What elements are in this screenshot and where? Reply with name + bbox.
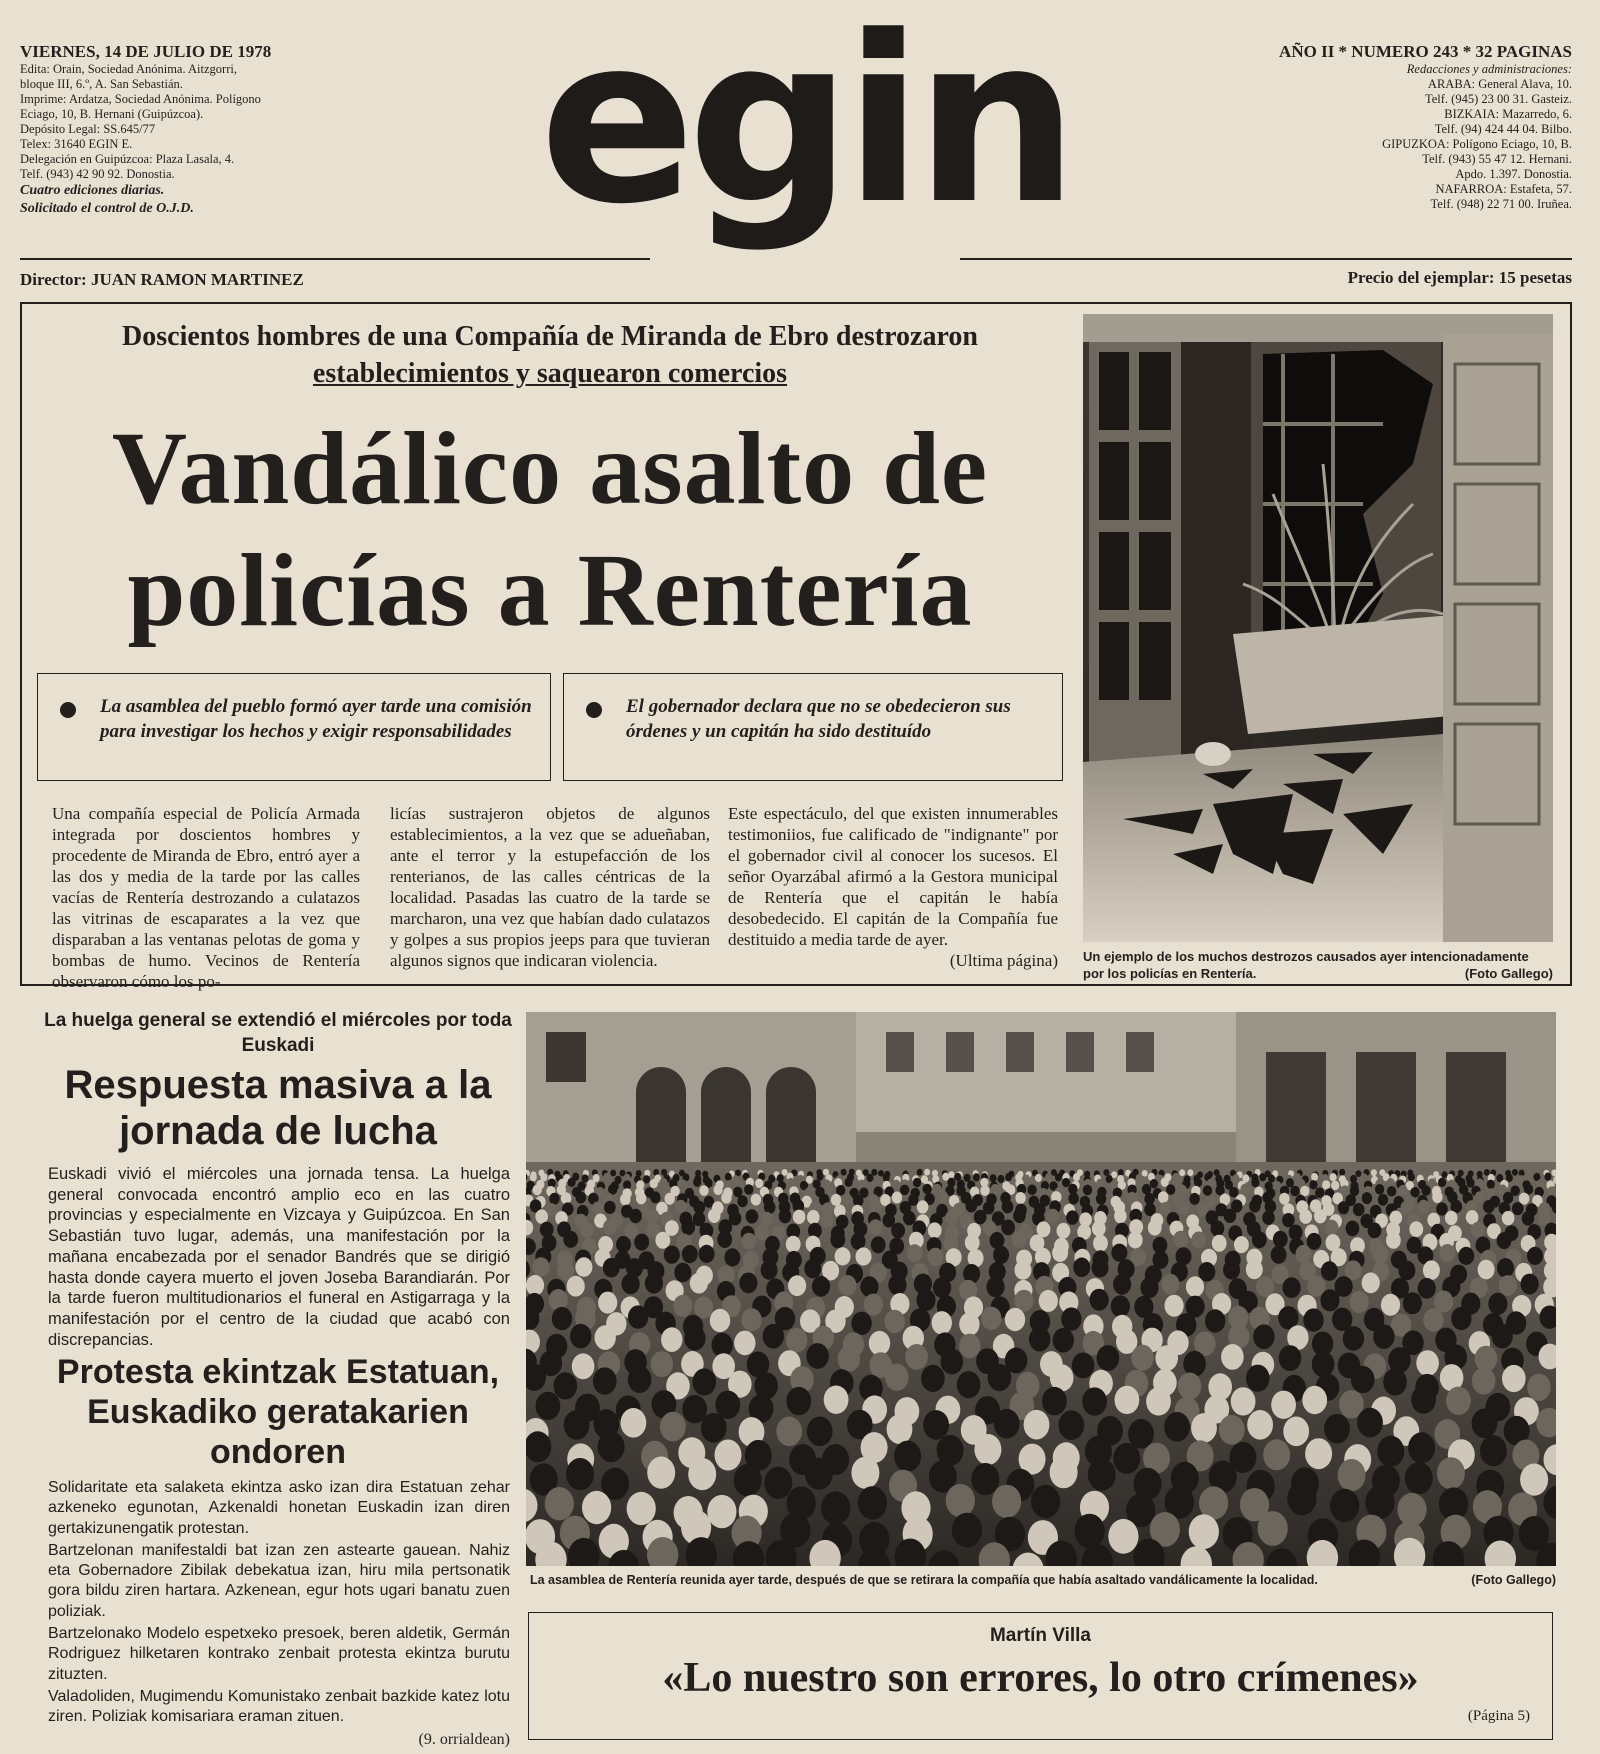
masthead-offices (1172, 42, 1572, 212)
headline-line-1: Vandálico asalto de (111, 411, 989, 526)
kicker-line-1: Doscientos hombres de una Compañía de Miranda de Ebro destrozaron (122, 321, 978, 352)
office-line: Apdo. 1.397. Donostia. (1455, 167, 1572, 181)
masthead-rule-left (20, 258, 650, 260)
quote-headline: «Lo nuestro son errores, lo otro crímenes» (662, 1655, 1419, 1701)
office-line: Telf. (943) 55 47 12. Hernani. (1422, 152, 1572, 166)
quote-speaker: Martín Villa (989, 1625, 1091, 1646)
photo-credit: (Foto Gallego) (1471, 1573, 1556, 1587)
price-line: Precio del ejemplar: 15 pesetas (1347, 268, 1572, 287)
issue-date: VIERNES, 14 DE JULIO DE 1978 (20, 42, 272, 61)
publisher-line: bloque III, 6.º, A. San Sebastián. (20, 77, 183, 91)
masthead-publisher-info (20, 42, 320, 218)
caption-text: Un ejemplo de los muchos destrozos causados ayer intencionadamente por los policías en Rentería. (1083, 949, 1529, 981)
photo-credit: (Foto Gallego) (1464, 966, 1553, 981)
second-story-body: Euskadi vivió el miércoles una jornada tensa. La huelga general convocada encontró amplio eco en las cuatro provincias y especialmente en Vizcaya y Guipúzcoa. En San Sebastián tuvo lugar, además, una manifestación por la mañana encabezada por el senador Bandrés que se dirigió hasta donde cayera muerto el joven Joseba Barandiarán. Por la tarde fueron multitudionarios el funeral en Astigarraga y la manifestación por el centro de la ciudad que acabó con discrepancias. (48, 1165, 510, 1349)
deck-box-2 (563, 673, 1063, 781)
deck-text-1: La asamblea del pueblo formó ayer tarde una comisión para investigar los hechos y exigir responsabilidades (100, 696, 532, 742)
kicker-line-2: establecimientos y saquearon comercios (312, 358, 788, 389)
masthead-rule-right (960, 258, 1572, 260)
ojd-note: Solicitado el control de O.J.D. (20, 201, 194, 216)
legal-deposit: Depósito Legal: SS.645/77 (20, 122, 156, 136)
bullet-icon (60, 702, 76, 718)
photo-caption-1 (1083, 948, 1553, 982)
paragraph: Solidaritate eta salaketa ekintza asko izan dira Estatuan zehar azkeneko egunotan, Azkenaldi honetan Euskadin izan diren gertakizunengatik protestan. (48, 1479, 510, 1537)
top-story-column-1: Una compañía especial de Policía Armada integrada por doscientos hombres y procedente de Miranda de Ebro, entró ayer a las dos y media de la tarde por las calles vacías de Rentería destrozando a culatazos las vitrinas de escaparates a la vez que disparaban a las ventanas pelotas de goma y bombas de humo. Vecinos de Rentería observaron cómo los po- (52, 804, 360, 991)
second-story-kicker: La huelga general se extendió el miércoles por toda Euskadi (44, 1010, 512, 1056)
telex: Telex: 31640 EGIN E. (20, 137, 133, 151)
office-line: BIZKAIA: Mazarredo, 6. (1444, 107, 1572, 121)
paragraph: Valadoliden, Mugimendu Komunistako zenbait bazkide katez lotu ziren. Poliziak komisariara eraman zituen. (48, 1687, 510, 1726)
issue-number: AÑO II * NUMERO 243 * 32 PAGINAS (1279, 42, 1572, 61)
printer-line: Eciago, 10, B. Hernani (Guipúzcoa). (20, 107, 204, 121)
publisher-line: Edita: Orain, Sociedad Anónima. Aitzgorri, (20, 62, 237, 76)
office-line: Telf. (94) 424 44 04. Bilbo. (1434, 122, 1572, 136)
top-story-column-2: licías sustrajeron objetos de algunos establecimientos, a la vez que se adueñaban, ante el terror y la estupefacción de los renterianos, de las calles céntricas de la localidad. Pasadas las cuatro de la tarde se marcharon, una vez que habían dado culatazos y golpes a sus propios jeeps para que tuvieran algunos signos que indicaran violencia. (390, 804, 710, 970)
storefront-photo-illustration (1083, 314, 1553, 942)
top-story-column-3 (728, 803, 1058, 971)
paragraph: Bartzelonan manifestaldi bat izan zen astearte gauean. Nahiz eta Gobernadore Zibilak debekatua izan, hiru mila pertsonatik gora bildu ziren hartara. Azkenean, egur hots ugari banatu zuen poliziak. (48, 1541, 510, 1620)
caption-text: La asamblea de Rentería reunida ayer tarde, después de que se retirara la compañía que había asaltado vandálicamente la localidad. (530, 1573, 1318, 1587)
office-line: ARABA: General Alava, 10. (1427, 77, 1572, 91)
director-line: Director: JUAN RAMON MARTINEZ (20, 270, 304, 289)
column-3-text: Este espectáculo, del que existen innumerables testimoniios, fue calificado de "indignante" por el gobernador civil al conocer los sucesos. El señor Oyarzábal afirmó a la Gestora municipal de Rentería que el capitán le había desobedecido. El capitán de la Compañía fue destituido a media tarde de ayer. (728, 804, 1058, 949)
page-reference: (Página 5) (1467, 1708, 1530, 1724)
bullet-icon (586, 702, 602, 718)
editions-note: Cuatro ediciones diarias. (20, 183, 165, 198)
continued-reference: (9. orrialdean) (418, 1730, 510, 1748)
delegation-line: Delegación en Guipúzcoa: Plaza Lasala, 4. (20, 152, 235, 166)
third-story-body (48, 1478, 510, 1750)
deck-text-2: El gobernador declara que no se obedecieron sus órdenes y un capitán ha sido destituído (626, 696, 1011, 742)
deck-box-1 (37, 673, 551, 781)
top-story-headline (30, 408, 1070, 652)
second-story-headline: Respuesta masiva a la jornada de lucha (64, 1063, 492, 1153)
printer-line: Imprime: Ardatza, Sociedad Anónima. Polígono (20, 92, 261, 106)
photo-assembly-crowd (526, 1012, 1556, 1566)
paragraph: Bartzelonako Modelo espetxeko presoek, beren aldetik, Germán Rodriguez hilketaren kontrako zenbait protesta ekintza burutu zituzten. (48, 1625, 510, 1683)
office-line: NAFARROA: Estafeta, 57. (1435, 182, 1572, 196)
delegation-phone: Telf. (943) 42 90 92. Donostia. (20, 167, 175, 181)
top-story-kicker (30, 318, 1070, 392)
offices-heading: Redacciones y administraciones: (1406, 62, 1572, 76)
newspaper-logo: egin (539, 0, 1071, 255)
headline-line-2: policías a Rentería (127, 533, 973, 648)
office-line: Telf. (945) 23 00 31. Gasteiz. (1424, 92, 1572, 106)
continued-reference: (Ultima página) (949, 951, 1058, 970)
photo-damaged-storefront (1083, 314, 1553, 942)
crowd-photo-illustration (526, 1012, 1556, 1566)
office-line: Telf. (948) 22 71 00. Iruñea. (1430, 197, 1572, 211)
third-story-headline: Protesta ekintzak Estatuan, Euskadiko geratakarien ondoren (56, 1353, 500, 1471)
photo-caption-2 (530, 1572, 1556, 1588)
office-line: GIPUZKOA: Polígono Eciago, 10, B. (1382, 137, 1572, 151)
